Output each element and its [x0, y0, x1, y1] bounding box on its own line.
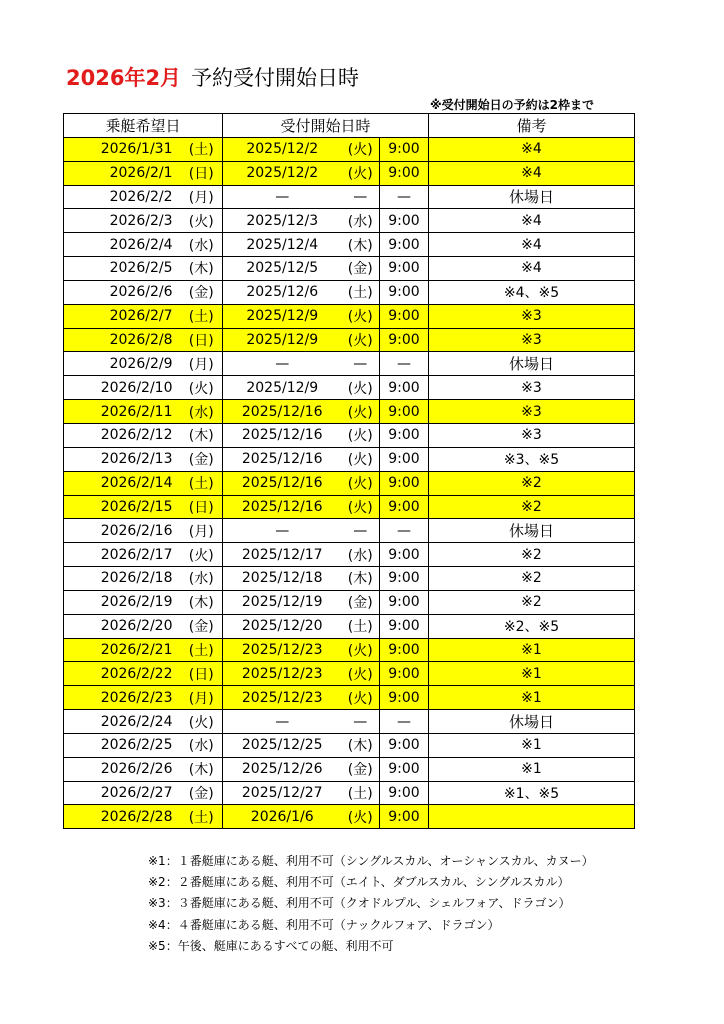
boat-date-cell: 2026/2/22: [64, 662, 181, 686]
boat-date-cell: 2026/2/27: [64, 781, 181, 805]
boat-date-cell: 2026/2/15: [64, 495, 181, 519]
boat-weekday-cell: (木): [181, 590, 223, 614]
boat-weekday-cell: (水): [181, 400, 223, 424]
boat-weekday-cell: (土): [181, 805, 223, 829]
start-time-cell: 9:00: [380, 257, 429, 281]
start-weekday-cell: (火): [342, 495, 380, 519]
boat-weekday-cell: (火): [181, 710, 223, 734]
remarks-cell: ※3: [429, 400, 635, 424]
start-date-cell: 2025/12/18: [223, 567, 342, 591]
boat-date-cell: 2026/2/21: [64, 638, 181, 662]
boat-weekday-cell: (火): [181, 376, 223, 400]
title-text: 予約受付開始日時: [191, 66, 360, 90]
start-date-cell: 2025/12/6: [223, 280, 342, 304]
start-time-cell: 9:00: [380, 614, 429, 638]
boat-date-cell: 2026/2/26: [64, 757, 181, 781]
start-time-cell: 9:00: [380, 233, 429, 257]
start-date-cell: 2025/12/16: [223, 400, 342, 424]
start-time-cell: 9:00: [380, 805, 429, 829]
start-date-cell: —: [223, 519, 342, 543]
start-time-cell: 9:00: [380, 137, 429, 161]
boat-date-cell: 2026/2/6: [64, 280, 181, 304]
start-date-cell: —: [223, 710, 342, 734]
start-date-cell: 2025/12/16: [223, 495, 342, 519]
boat-date-cell: 2026/2/23: [64, 686, 181, 710]
boat-date-cell: 2026/2/19: [64, 590, 181, 614]
start-time-cell: 9:00: [380, 376, 429, 400]
page-title: [66, 62, 359, 92]
boat-weekday-cell: (土): [181, 471, 223, 495]
table-row: [64, 805, 635, 829]
table-row: [64, 233, 635, 257]
remarks-cell: ※1: [429, 638, 635, 662]
start-date-cell: 2025/12/3: [223, 209, 342, 233]
start-date-cell: 2025/12/16: [223, 423, 342, 447]
start-weekday-cell: (火): [342, 638, 380, 662]
remarks-cell: ※4、※5: [429, 280, 635, 304]
start-date-cell: 2025/12/23: [223, 638, 342, 662]
start-time-cell: 9:00: [380, 328, 429, 352]
header-boat-date: 乗艇希望日: [64, 114, 223, 138]
start-time-cell: 9:00: [380, 304, 429, 328]
boat-weekday-cell: (日): [181, 328, 223, 352]
start-weekday-cell: (土): [342, 280, 380, 304]
footnote: ※5：午後、艇庫にあるすべての艇、利用不可: [148, 938, 394, 953]
remarks-cell: ※3、※5: [429, 447, 635, 471]
header-row: [64, 114, 635, 138]
boat-date-cell: 2026/2/7: [64, 304, 181, 328]
start-weekday-cell: (火): [342, 304, 380, 328]
start-date-cell: 2025/12/16: [223, 447, 342, 471]
remarks-cell: ※1、※5: [429, 781, 635, 805]
start-time-cell: —: [380, 710, 429, 734]
table-row: [64, 352, 635, 376]
start-date-cell: 2025/12/25: [223, 733, 342, 757]
header-start: 受付開始日時: [223, 114, 429, 138]
start-time-cell: 9:00: [380, 471, 429, 495]
start-time-cell: 9:00: [380, 638, 429, 662]
start-weekday-cell: (金): [342, 590, 380, 614]
start-time-cell: 9:00: [380, 567, 429, 591]
start-time-cell: 9:00: [380, 590, 429, 614]
start-date-cell: 2025/12/9: [223, 304, 342, 328]
boat-date-cell: 2026/2/11: [64, 400, 181, 424]
boat-date-cell: 2026/2/12: [64, 423, 181, 447]
boat-date-cell: 2026/2/3: [64, 209, 181, 233]
boat-weekday-cell: (水): [181, 567, 223, 591]
boat-weekday-cell: (月): [181, 185, 223, 209]
start-date-cell: 2025/12/9: [223, 328, 342, 352]
table-row: [64, 185, 635, 209]
start-time-cell: 9:00: [380, 733, 429, 757]
remarks-cell: ※3: [429, 328, 635, 352]
table-row: [64, 280, 635, 304]
table-row: [64, 590, 635, 614]
footnote: ※4：４番艇庫にある艇、利用不可（ナックルフォア、ドラゴン）: [148, 917, 500, 932]
start-weekday-cell: (金): [342, 257, 380, 281]
start-weekday-cell: (火): [342, 686, 380, 710]
footnote: ※1：１番艇庫にある艇、利用不可（シングルスカル、オーシャンスカル、カヌー）: [148, 854, 594, 868]
reservation-limit-note: ※受付開始日の予約は2枠まで: [430, 98, 595, 112]
table-row: [64, 710, 635, 734]
table-row: [64, 471, 635, 495]
start-weekday-cell: (木): [342, 567, 380, 591]
remarks-cell: ※1: [429, 757, 635, 781]
table-row: [64, 686, 635, 710]
start-weekday-cell: (水): [342, 543, 380, 567]
title-month: 2026年2月: [66, 66, 182, 90]
boat-weekday-cell: (火): [181, 209, 223, 233]
boat-date-cell: 2026/2/13: [64, 447, 181, 471]
table-row: [64, 757, 635, 781]
start-weekday-cell: (火): [342, 471, 380, 495]
table-row: [64, 662, 635, 686]
boat-date-cell: 2026/2/2: [64, 185, 181, 209]
start-time-cell: —: [380, 519, 429, 543]
start-time-cell: 9:00: [380, 495, 429, 519]
remarks-cell: 休場日: [429, 185, 635, 209]
table-row: [64, 519, 635, 543]
boat-date-cell: 2026/2/4: [64, 233, 181, 257]
remarks-cell: ※3: [429, 376, 635, 400]
remarks-cell: ※4: [429, 161, 635, 185]
start-date-cell: 2025/12/19: [223, 590, 342, 614]
remarks-cell: ※2: [429, 590, 635, 614]
table-row: [64, 733, 635, 757]
remarks-cell: ※1: [429, 733, 635, 757]
boat-weekday-cell: (金): [181, 280, 223, 304]
start-weekday-cell: (火): [342, 805, 380, 829]
start-date-cell: 2026/1/6: [223, 805, 342, 829]
boat-weekday-cell: (土): [181, 638, 223, 662]
start-date-cell: —: [223, 352, 342, 376]
start-date-cell: 2025/12/2: [223, 161, 342, 185]
start-date-cell: 2025/12/23: [223, 686, 342, 710]
start-date-cell: 2025/12/20: [223, 614, 342, 638]
boat-weekday-cell: (火): [181, 543, 223, 567]
remarks-cell: ※2: [429, 543, 635, 567]
boat-date-cell: 2026/2/18: [64, 567, 181, 591]
boat-weekday-cell: (木): [181, 257, 223, 281]
start-time-cell: 9:00: [380, 423, 429, 447]
start-weekday-cell: —: [342, 519, 380, 543]
table-row: [64, 614, 635, 638]
start-weekday-cell: (水): [342, 209, 380, 233]
start-time-cell: 9:00: [380, 686, 429, 710]
remarks-cell: 休場日: [429, 519, 635, 543]
start-weekday-cell: (金): [342, 757, 380, 781]
boat-weekday-cell: (水): [181, 733, 223, 757]
remarks-cell: ※2: [429, 495, 635, 519]
boat-weekday-cell: (金): [181, 447, 223, 471]
table-row: [64, 376, 635, 400]
start-date-cell: 2025/12/26: [223, 757, 342, 781]
start-weekday-cell: —: [342, 352, 380, 376]
boat-date-cell: 2026/2/17: [64, 543, 181, 567]
boat-date-cell: 2026/2/5: [64, 257, 181, 281]
start-weekday-cell: (木): [342, 233, 380, 257]
start-time-cell: 9:00: [380, 280, 429, 304]
start-date-cell: 2025/12/27: [223, 781, 342, 805]
start-time-cell: 9:00: [380, 662, 429, 686]
start-time-cell: 9:00: [380, 209, 429, 233]
start-date-cell: 2025/12/16: [223, 471, 342, 495]
boat-weekday-cell: (土): [181, 137, 223, 161]
start-time-cell: 9:00: [380, 543, 429, 567]
start-weekday-cell: (土): [342, 781, 380, 805]
start-weekday-cell: —: [342, 185, 380, 209]
start-date-cell: —: [223, 185, 342, 209]
boat-date-cell: 2026/2/20: [64, 614, 181, 638]
start-weekday-cell: (木): [342, 733, 380, 757]
remarks-cell: 休場日: [429, 710, 635, 734]
start-time-cell: —: [380, 352, 429, 376]
start-weekday-cell: (火): [342, 423, 380, 447]
start-weekday-cell: (火): [342, 376, 380, 400]
remarks-cell: ※4: [429, 257, 635, 281]
boat-weekday-cell: (金): [181, 781, 223, 805]
start-weekday-cell: (火): [342, 662, 380, 686]
boat-weekday-cell: (日): [181, 495, 223, 519]
table-row: [64, 543, 635, 567]
boat-date-cell: 2026/2/28: [64, 805, 181, 829]
boat-date-cell: 2026/2/25: [64, 733, 181, 757]
boat-date-cell: 2026/2/9: [64, 352, 181, 376]
remarks-cell: ※2: [429, 471, 635, 495]
remarks-cell: 休場日: [429, 352, 635, 376]
footnote: ※3：３番艇庫にある艇、利用不可（クオドルプル、シェルフォア、ドラゴン）: [148, 896, 571, 911]
table-row: [64, 328, 635, 352]
start-date-cell: 2025/12/4: [223, 233, 342, 257]
remarks-cell: ※4: [429, 233, 635, 257]
boat-weekday-cell: (月): [181, 519, 223, 543]
boat-weekday-cell: (木): [181, 423, 223, 447]
start-time-cell: —: [380, 185, 429, 209]
remarks-cell: ※1: [429, 686, 635, 710]
start-date-cell: 2025/12/17: [223, 543, 342, 567]
boat-weekday-cell: (日): [181, 662, 223, 686]
footnotes: [148, 851, 594, 957]
table-row: [64, 209, 635, 233]
boat-weekday-cell: (土): [181, 304, 223, 328]
start-date-cell: 2025/12/2: [223, 137, 342, 161]
boat-date-cell: 2026/2/8: [64, 328, 181, 352]
remarks-cell: [429, 805, 635, 829]
start-date-cell: 2025/12/23: [223, 662, 342, 686]
remarks-cell: ※3: [429, 304, 635, 328]
schedule-table: [63, 113, 635, 829]
table-row: [64, 161, 635, 185]
boat-weekday-cell: (月): [181, 352, 223, 376]
boat-weekday-cell: (木): [181, 757, 223, 781]
boat-date-cell: 2026/2/14: [64, 471, 181, 495]
boat-date-cell: 2026/2/1: [64, 161, 181, 185]
remarks-cell: ※3: [429, 423, 635, 447]
start-date-cell: 2025/12/5: [223, 257, 342, 281]
table-row: [64, 638, 635, 662]
footnote: ※2：２番艇庫にある艇、利用不可（エイト、ダブルスカル、シングルスカル）: [148, 875, 570, 890]
boat-weekday-cell: (水): [181, 233, 223, 257]
table-row: [64, 137, 635, 161]
start-time-cell: 9:00: [380, 161, 429, 185]
boat-date-cell: 2026/2/10: [64, 376, 181, 400]
start-weekday-cell: (火): [342, 137, 380, 161]
start-time-cell: 9:00: [380, 400, 429, 424]
boat-weekday-cell: (月): [181, 686, 223, 710]
start-time-cell: 9:00: [380, 757, 429, 781]
schedule-rows: [64, 137, 635, 828]
remarks-cell: ※1: [429, 662, 635, 686]
table-row: [64, 257, 635, 281]
start-time-cell: 9:00: [380, 447, 429, 471]
boat-date-cell: 2026/2/24: [64, 710, 181, 734]
start-time-cell: 9:00: [380, 781, 429, 805]
header-remarks: 備考: [429, 114, 635, 138]
remarks-cell: ※2: [429, 567, 635, 591]
table-row: [64, 423, 635, 447]
remarks-cell: ※2、※5: [429, 614, 635, 638]
table-row: [64, 400, 635, 424]
boat-date-cell: 2026/1/31: [64, 137, 181, 161]
start-weekday-cell: (火): [342, 161, 380, 185]
boat-date-cell: 2026/2/16: [64, 519, 181, 543]
boat-weekday-cell: (日): [181, 161, 223, 185]
start-weekday-cell: (火): [342, 328, 380, 352]
boat-weekday-cell: (金): [181, 614, 223, 638]
table-row: [64, 304, 635, 328]
table-row: [64, 495, 635, 519]
start-weekday-cell: (火): [342, 400, 380, 424]
remarks-cell: ※4: [429, 209, 635, 233]
table-row: [64, 567, 635, 591]
start-date-cell: 2025/12/9: [223, 376, 342, 400]
table-row: [64, 447, 635, 471]
start-weekday-cell: (火): [342, 447, 380, 471]
start-weekday-cell: —: [342, 710, 380, 734]
table-row: [64, 781, 635, 805]
start-weekday-cell: (土): [342, 614, 380, 638]
remarks-cell: ※4: [429, 137, 635, 161]
